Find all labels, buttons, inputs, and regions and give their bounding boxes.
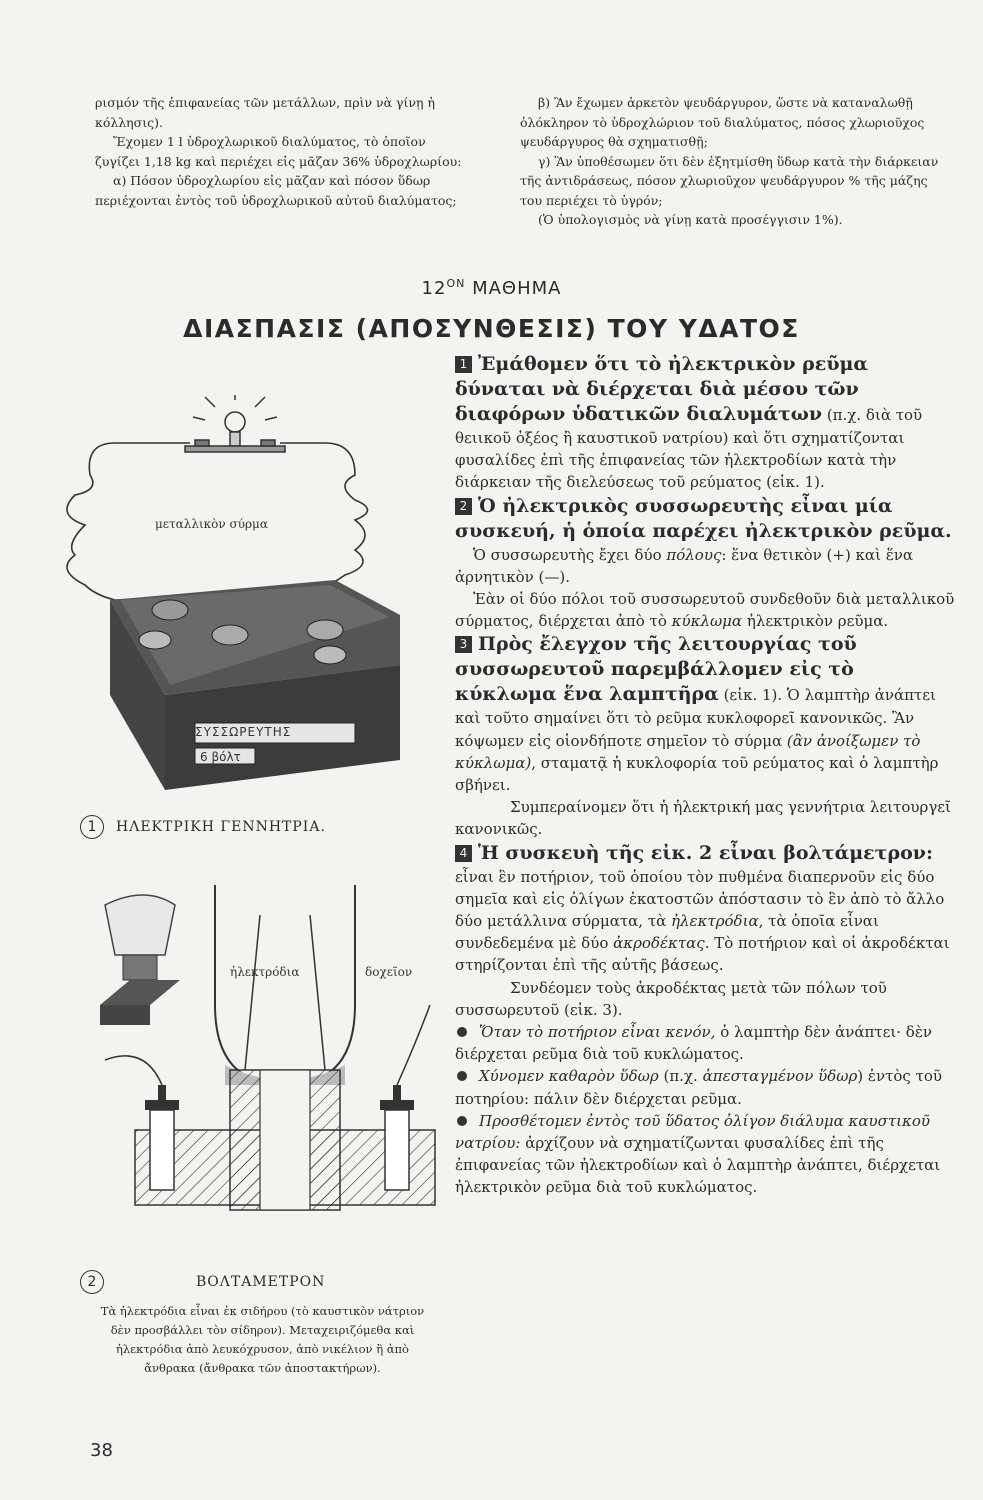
bullet-icon [457,1071,467,1081]
lesson-word: ΜΑΘΗΜΑ [472,278,562,299]
bullet-lead: Προσθέτομεν ἐντὸς τοῦ ὕδατος ὀλίγον διάλυμα καυστικοῦ νατρίου: [455,1111,931,1153]
battery-icon [110,580,400,790]
bullet-text: ἀρχίζουν νὰ σχηματίζωνται φυσαλίδες ἐπὶ τῆς ἐπιφανείας τῶν ἠλεκτροδίων καὶ ὁ λαμπτὴρ ἀνάπτει, διέρχεται ἠλεκτρικὸν ρεῦμα διὰ τοῦ κυκλώματος. [455,1134,941,1197]
section-2 [455,494,955,544]
text: Ἐὰν οἱ δύο πόλοι τοῦ συσσωρευτοῦ συνδεθοῦν διὰ μεταλλικοῦ σύρματος, διέρχεται ἀπὸ τὸ [455,590,955,631]
term: κύκλωμα [671,612,743,631]
text: ἠλεκτρικὸν ρεῦμα. [742,612,889,631]
text: Ὁ συσσωρευτὴς ἔχει δύο [473,545,667,564]
bullet-icon [457,1116,467,1126]
term: ἀπεσταγμένον ὕδωρ [702,1067,858,1086]
paragraph: Συνδέομεν τοὺς ἀκροδέκτας μετὰ τῶν πόλων τοῦ συσσωρευτοῦ (εἰκ. 3). [455,978,887,1019]
exercise-note: (Ὁ ὑπολογισμὸς νὰ γίνῃ κατὰ προσέγγισιν 1%). [538,212,843,227]
term: ἠλεκτρόδια [671,912,759,931]
term: πόλους [666,545,722,564]
term: ἀκροδέκτας [613,934,705,953]
exercise-question-c: γ) Ἂν ὑποθέσωμεν ὅτι δὲν ἐξητμίσθη ὕδωρ κατὰ τὴν διάρκειαν τῆς ἀντιδράσεως, πόσον χλωριοῦχον ψευδάργυρον % τῆς μάζης του περιέχει τὸ ὑγρόν; [520,153,939,208]
terminal-left-icon [145,1085,179,1190]
section-lead: Ἐμάθομεν ὅτι τὸ ἠλεκτρικὸν ρεῦμα δύναται νὰ διέρχεται διὰ μέσου τῶν διαφόρων ὑδατικῶν διαλυμάτων [455,353,869,425]
section-lead: Πρὸς ἔλεγχον τῆς λειτουργίας τοῦ συσσωρευτοῦ παρεμβάλλομεν εἰς τὸ κύκλωμα ἕνα λαμπτῆρα [455,633,857,706]
bullet-text: (π.χ. [658,1067,703,1086]
page-number: 38 [90,1440,113,1461]
vessel [215,885,355,1085]
paragraph: Συμπεραίνομεν ὅτι ἡ ἠλεκτρική μας γεννήτρια λειτουργεῖ κανονικῶς. [455,798,951,839]
bullet-item [455,1065,955,1109]
figure-number: 2 [80,1270,104,1294]
paragraph [455,588,955,632]
wire-label: μεταλλικὸν σύρμα [155,517,268,531]
lamp-icon [100,895,180,1025]
chapter-title: ΔΙΑΣΠΑΣΙΣ (ΑΠΟΣΥΝΘΕΣΙΣ) ΤΟΥ ΥΔΑΤΟΣ [183,314,800,343]
voltameter-figure [85,885,445,1260]
electrode-left [245,915,260,1070]
figure2-caption [80,1270,325,1294]
bullet-item [455,1110,955,1199]
section-number-badge: 4 [455,845,472,862]
section-number-badge: 2 [455,498,472,515]
section-text: (π.χ. διὰ τοῦ θειικοῦ ὀξέος ἢ καυστικοῦ νατρίου) καὶ ὅτι σχηματίζονται φυσαλίδες ἐπὶ τῆς ἐπιφανείας τῶν ἠλεκτροδίων κατὰ τὴν διάρκειαν τῆς διελεύσεως τοῦ ρεύματος (εἰκ. 1). [455,406,923,492]
lesson-number: 12 [421,278,447,299]
section-text: (εἰκ. 1). Ὁ λαμπτὴρ ἀνάπτει καὶ τοῦτο σημαίνει ὅτι τὸ ρεῦμα κυκλοφορεῖ κανονικῶς. Ἂν κόψωμεν εἰς οἱονδήποτε σημεῖον τὸ σύρμα [455,686,936,750]
bullet-lead: Ὅταν τὸ ποτήριον εἶναι κενόν, [479,1023,716,1042]
lesson-label [0,277,983,299]
section-text: . Τὸ ποτήριον καὶ οἱ ἀκροδέκται στηρίζονται ἐπὶ τῆς αὐτῆς βάσεως. [455,934,950,975]
bullet-item [455,1021,955,1065]
text: : ἕνα θετικὸν (+) καὶ ἕνα ἀρνητικὸν (—). [455,545,914,586]
vessel-label: δοχεῖον [365,965,413,979]
bullet-icon [457,1027,467,1037]
bullet-text: ὁ λαμπτὴρ δὲν ἀνάπτει· δὲν διέρχεται ρεῦμα διὰ τοῦ κυκλώματος. [455,1023,932,1064]
exercise-question-a: α) Πόσον ὑδροχλωρίου εἰς μᾶζαν καὶ πόσον ὕδωρ περιέχονται ἐντὸς τοῦ ὑδροχλωρικοῦ αὐτοῦ διαλύματος; [95,173,457,208]
electrode-right [310,915,325,1070]
terminal-right-icon [380,1085,414,1190]
figure-number: 1 [80,815,104,839]
lesson-body [455,352,955,1199]
section-lead: Ὁ ἠλεκτρικὸς συσσωρευτὴς εἶναι μία συσκευή, ἡ ὁποία παρέχει ἠλεκτρικὸν ρεῦμα. [455,494,952,542]
section-text: εἶναι ἓν ποτήριον, τοῦ ὁποίου τὸν πυθμένα διαπερνοῦν εἰς δύο σημεῖα καὶ εἰς ὀλίγων ἑκατοστῶν ἀπόστασιν τὸ ἓν ἀπὸ τὸ ἄλλο δύο μετάλλινα σύρματα, τὰ [455,867,945,931]
volt-label: 6 βόλτ [200,750,241,764]
exercise-text: ρισμόν τῆς ἐπιφανείας τῶν μετάλλων, πρὶν νὰ γίνῃ ἡ κόλλησις). [95,95,435,130]
paragraph [455,544,955,588]
exercise-left-column [95,93,470,210]
lesson-number-suffix: ΟΝ [446,277,466,290]
lamp-icon [185,395,285,452]
electrodes-label: ἠλεκτρόδια [230,965,300,979]
exercise-right-column [520,93,940,230]
battery-circuit-figure [55,395,415,800]
section-text: , σταματᾷ ἡ κυκλοφορία τοῦ ρεύματος καὶ ὁ λαμπτὴρ σβήνει. [455,753,939,795]
section-3 [455,632,955,796]
exercise-question-b: β) Ἂν ἔχωμεν ἀρκετὸν ψευδάργυρον, ὥστε νὰ καταναλωθῇ ὁλόκληρον τὸ ὑδροχλώριον τοῦ διαλύματος, πόσος χλωριοῦχος ψευδάργυρος θὰ σχηματισθῇ; [520,95,925,149]
bullet-text: ) ἐντὸς τοῦ ποτηρίου: πάλιν δὲν διέρχεται ρεῦμα. [455,1067,943,1108]
bullet-lead: Χύνομεν καθαρὸν ὕδωρ [479,1067,659,1086]
section-number-badge: 1 [455,356,472,373]
figure-caption: ΒΟΛΤΑΜΕΤΡΟΝ [196,1274,326,1290]
figure1-caption [80,815,326,839]
section-text: , τὰ ὁποῖα εἶναι συνδεδεμένα μὲ δύο [455,912,879,953]
wire-right [280,443,368,595]
section-1 [455,352,955,494]
figure2-note: Τὰ ἠλεκτρόδια εἶναι ἐκ σιδήρου (τὸ καυστικὸν νάτριον δὲν προσβάλλει τὸν σίδηρον). Μεταχειριζόμεθα καὶ ἠλεκτρόδια ἀπὸ λευκόχρυσον, ἀπὸ νικέλιον ἢ ἀπὸ ἄνθρακα (ἄνθρακα τῶν ἀποστακτήρων). [100,1304,425,1375]
battery-label: ΣΥΣΣΩΡΕΥΤΗΣ [195,725,292,739]
section-number-badge: 3 [455,636,472,653]
term: (ἂν ἀνοίξωμεν τὸ κύκλωμα) [455,731,921,772]
section-lead: Ἡ συσκευὴ τῆς εἰκ. 2 εἶναι βολτάμετρον: [478,841,933,864]
exercise-text: Ἔχομεν 1 l ὑδροχλωρικοῦ διαλύματος, τὸ ὁποῖον ζυγίζει 1,18 kg καὶ περιέχει εἰς μᾶζαν 36% ὑδροχλωρίου: [95,134,462,169]
section-4 [455,841,955,977]
figure-caption: ΗΛΕΚΤΡΙΚΗ ΓΕΝΝΗΤΡΙΑ. [116,819,326,835]
